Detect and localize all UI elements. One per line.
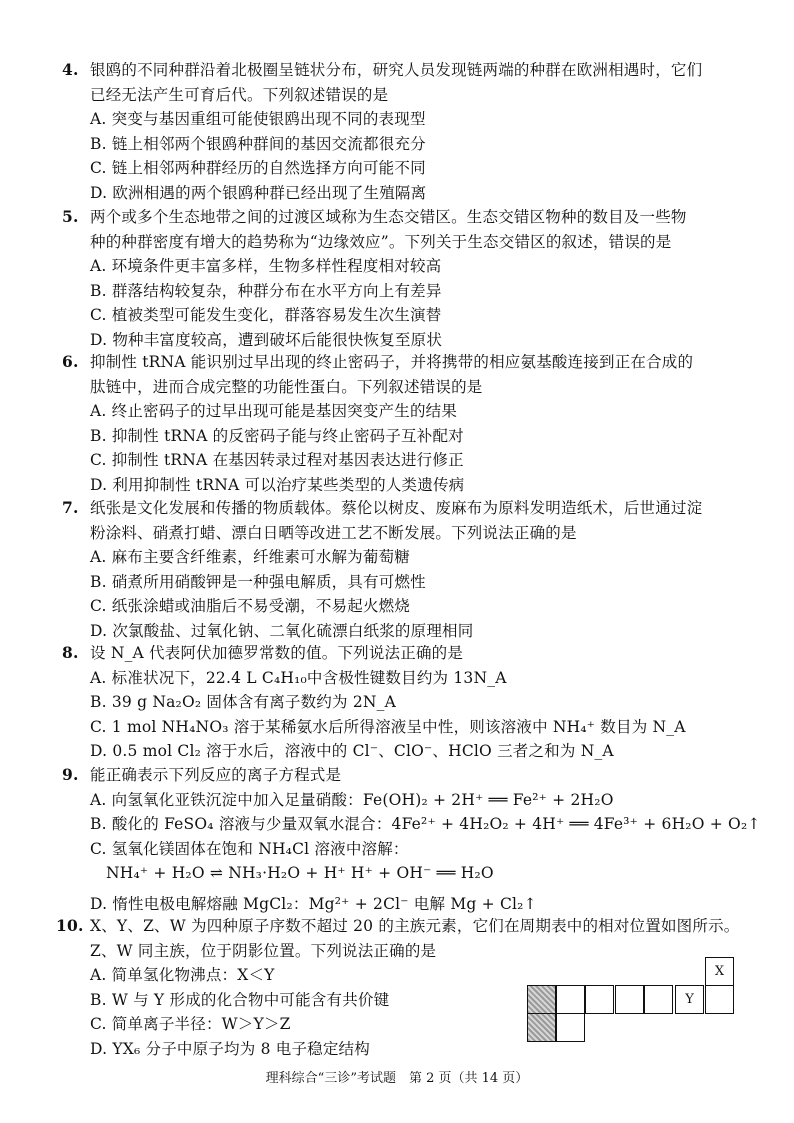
option-d: D. YX₆ 分子中原子均为 8 电子稳定结构 <box>90 1039 370 1058</box>
question-4 <box>62 58 762 205</box>
question-8 <box>62 641 762 764</box>
page-footer: 理科综合“三诊”考试题 第 2 页（共 14 页） <box>265 1071 529 1086</box>
question-stem: 已经无法产生可育后代。下列叙述错误的是 <box>90 85 389 104</box>
question-stem: 纸张是文化发展和传播的物质载体。蔡伦以树皮、废麻布为原料发明造纸术，后世通过淀 <box>90 499 703 517</box>
option-a: A. 向氢氧化亚铁沉淀中加入足量硝酸：Fe(OH)₂ + 2H⁺ ══ Fe²⁺ + 2H₂O <box>90 790 614 809</box>
question-stem: X、Y、Z、W 为四种原子序数不超过 20 的主族元素，它们在周期表中的相对位置如图所示。 <box>90 917 740 935</box>
question-6 <box>62 350 762 497</box>
question-number: 8. <box>62 643 79 662</box>
option-b: B. 群落结构较复杂，种群分布在水平方向上有差异 <box>90 281 442 300</box>
option-d: D. 次氯酸盐、过氧化钠、二氧化硫漂白纸浆的原理相同 <box>90 621 474 640</box>
option-b: B. 硝煮所用硝酸钾是一种强电解质，具有可燃性 <box>90 572 426 591</box>
element-x-label: X <box>714 964 725 979</box>
option-b: B. 抑制性 tRNA 的反密码子能与终止密码子互补配对 <box>90 426 464 445</box>
option-d: D. 物种丰富度较高，遭到破坏后能很快恢复至原状 <box>90 330 443 349</box>
option-b: B. 酸化的 FeSO₄ 溶液与少量双氧水混合：4Fe²⁺ + 4H₂O₂ + 4H⁺ ══ 4Fe³⁺ + 6H₂O + O₂↑ <box>90 815 761 833</box>
option-b: B. W 与 Y 形成的化合物中可能含有共价键 <box>90 990 390 1009</box>
question-stem: 设 N_A 代表阿伏加德罗常数的值。下列说法正确的是 <box>90 644 464 662</box>
grid-cell <box>585 985 614 1014</box>
option-c: C. 植被类型可能发生变化，群落容易发生次生演替 <box>90 306 442 324</box>
element-y-cell <box>675 985 704 1014</box>
question-stem: 粉涂料、硝煮打蜡、漂白日晒等改进工艺不断发展。下列说法正确的是 <box>90 523 577 542</box>
grid-cell <box>556 1013 585 1042</box>
option-a: A. 环境条件更丰富多样，生物多样性程度相对较高 <box>90 257 442 275</box>
grid-cell <box>615 985 644 1014</box>
question-number: 10. <box>56 916 84 935</box>
element-y-label: Y <box>685 992 694 1007</box>
option-c: C. 链上相邻两种群经历的自然选择方向可能不同 <box>90 159 426 177</box>
option-c: C. 纸张涂蜡或油脂后不易受潮，不易起火燃烧 <box>90 597 411 615</box>
question-stem: 抑制性 tRNA 能识别过早出现的终止密码子，并将携带的相应氨基酸连接到正在合成的 <box>90 353 694 371</box>
question-stem: 种的种群密度有增大的趋势称为“边缘效应”。下列关于生态交错区的叙述，错误的是 <box>90 232 672 251</box>
shaded-cell-z <box>527 1013 556 1042</box>
option-a: A. 标准状况下，22.4 L C₄H₁₀中含极性键数目约为 13N_A <box>90 668 507 687</box>
shaded-cell-w <box>527 985 556 1014</box>
option-c-equations: NH₄⁺ + H₂O ⇌ NH₃·H₂O + H⁺ H⁺ + OH⁻ ══ H₂O <box>106 864 494 882</box>
grid-cell <box>556 985 585 1014</box>
question-number: 7. <box>62 498 79 517</box>
option-c: C. 抑制性 tRNA 在基因转录过程对基因表达进行修正 <box>90 451 464 469</box>
option-a: A. 麻布主要含纤维素，纤维素可水解为葡萄糖 <box>90 548 410 566</box>
option-c: C. 氢氧化镁固体在饱和 NH₄Cl 溶液中溶解： <box>90 839 409 858</box>
question-stem: 银鸥的不同种群沿着北极圈呈链状分布，研究人员发现链两端的种群在欧洲相遇时，它们 <box>90 61 703 79</box>
option-d: D. 利用抑制性 tRNA 可以治疗某些类型的人类遗传病 <box>90 475 465 494</box>
question-stem: 肽链中，进而合成完整的功能性蛋白。下列叙述错误的是 <box>90 377 483 396</box>
question-stem: 能正确表示下列反应的离子方程式是 <box>90 766 342 784</box>
option-d: D. 欧洲相遇的两个银鸥种群已经出现了生殖隔离 <box>90 183 427 202</box>
option-b: B. 链上相邻两个银鸥种群间的基因交流都很充分 <box>90 134 426 153</box>
option-a: A. 终止密码子的过早出现可能是基因突变产生的结果 <box>90 402 458 420</box>
question-number: 4. <box>62 60 79 79</box>
question-number: 9. <box>62 765 79 784</box>
option-a: A. 简单氢化物沸点：X＜Y <box>90 966 275 984</box>
option-a: A. 突变与基因重组可能使银鸥出现不同的表现型 <box>90 110 426 128</box>
question-stem: Z、W 同主族，位于阴影位置。下列说法正确的是 <box>90 941 437 960</box>
option-d: D. 惰性电极电解熔融 MgCl₂：Mg²⁺ + 2Cl⁻ 电解 Mg + Cl₂↑ <box>90 894 537 913</box>
question-number: 5. <box>62 207 79 226</box>
element-x-cell <box>705 957 734 986</box>
question-stem: 两个或多个生态地带之间的过渡区域称为生态交错区。生态交错区物种的数目及一些物 <box>90 208 687 226</box>
option-d: D. 0.5 mol Cl₂ 溶于水后，溶液中的 Cl⁻、ClO⁻、HClO 三者之和为 N_A <box>90 742 614 760</box>
grid-cell <box>644 985 673 1014</box>
question-5 <box>62 205 762 352</box>
grid-cell <box>705 985 734 1014</box>
question-7 <box>62 496 762 643</box>
question-9 <box>62 763 762 916</box>
option-c: C. 1 mol NH₄NO₃ 溶于某稀氨水后所得溶液呈中性，则该溶液中 NH₄⁺ 数目为 N_A <box>90 717 686 736</box>
option-b: B. 39 g Na₂O₂ 固体含有离子数约为 2N_A <box>90 693 397 711</box>
question-number: 6. <box>62 352 79 371</box>
option-c: C. 简单离子半径：W＞Y＞Z <box>90 1015 291 1033</box>
